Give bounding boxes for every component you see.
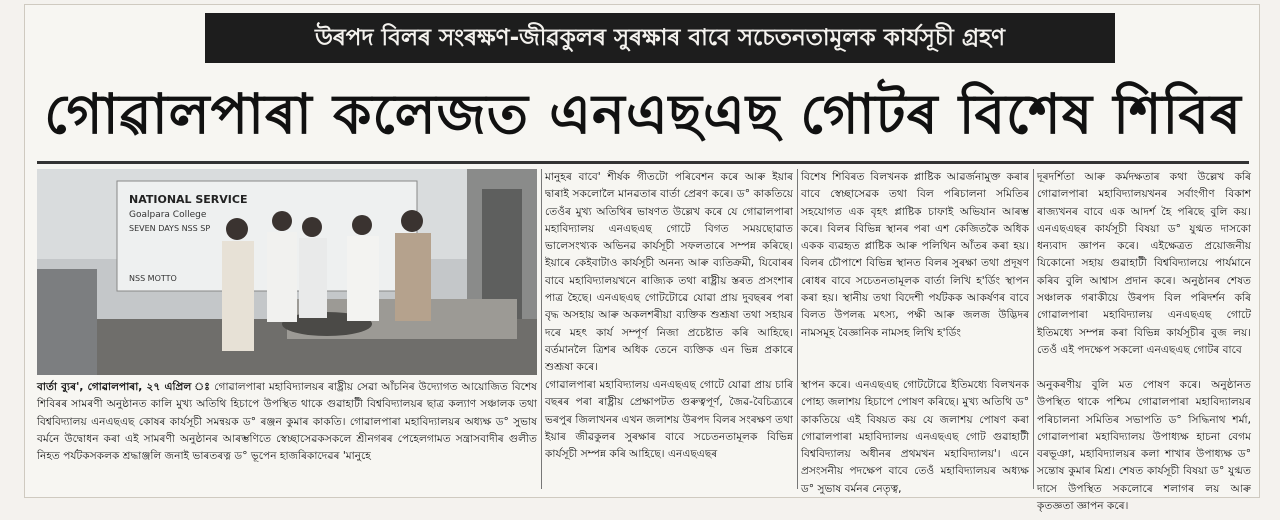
event-photo-image <box>37 169 537 375</box>
column-rule <box>797 169 798 489</box>
article-col3b-text: স্থাপন কৰে। এনএছএছ গোটটোৱে ইতিমধ্যে বিলখনক পোহ্য জলাশয় হিচাপে পোষণ কৰিছে। মুখ্য অতিথি ড° কাকতিয়ে এই বিষয়ত কয় যে জলাশয় পোষণ কৰা গোৱালপাৰা মহাবিদ্যালয় এনএছএছ গোট গুৱাহাটী বিশ্ববিদ্যালয় অধীনৰ প্ৰথমখন মহাবিদ্যালয়'। এনে প্ৰসংসনীয় পদক্ষেপ বাবে তেওঁ মহাবিদ্যালয়ৰ অধ্যক্ষ ড° সুভাষ বৰ্মনৰ নেতৃত্ব, <box>801 379 1029 495</box>
article-column-2-bottom <box>545 377 793 489</box>
article-col2b-text: গোৱালপাৰা মহাবিদ্যালয় এনএছএছ গোটে যোৱা প্ৰায় চাৰি বছৰৰ পৰা ৰাষ্ট্ৰীয় প্ৰেক্ষাপটত গুৰুত্বপূৰ্ণ, জৈৱ-বৈচিত্ৰ্যৰে ভৰপুৰ জিলাখনৰ এখন জলাশয় উৰপদ বিলৰ সংৰক্ষণ তথা ইয়াৰ জীৱকুলৰ সুৰক্ষাৰ বাবে সচেতনতামূলক বিভিন্ন কাৰ্যসূচী সম্পন্ন কৰি আহিছে। এনএছএছৰ <box>545 379 793 461</box>
headline: গোৱালপাৰা কলেজত এনএছএছ গোটৰ বিশেষ শিবিৰ <box>44 82 1242 146</box>
article-col2-text: মানুহৰ বাবে' শীৰ্ষক গীতটো পৰিবেশন কৰে আৰু ইয়াৰ দ্বাৰাই সকলোলৈ মানৱতাৰ বাৰ্তা প্ৰেৰণ কৰে। ড° কাকতিয়ে তেওঁৰ মুখ্য অতিথিৰ ভাষণত উল্লেখ কৰে যে গোৱালপাৰা মহাবিদ্যালয় এনএছএছ গোটে বিগত সময়ছোৱাত ভালেসংখ্যক অভিনৱ কাৰ্যসূচী সফলতাৰে সম্পন্ন কৰিছে। ইয়াৰে কেইবাটাও কাৰ্যসূচী অনন্য আৰু ব্যতিক্ৰমী, যিবোৰৰ বাবে মহাবিদ্যালয়খনে ৰাজ্যিক তথা ৰাষ্ট্ৰীয় স্তৰত প্ৰসংশাৰ পাত্ৰ হৈছে। এনএছএছ গোটটোৱে যোৱা প্ৰায় দুবছৰৰ পৰা বৃদ্ধ অসহায় আৰু অকলশৰীয়া ব্যক্তিক শুশ্ৰূষা তথা সহায়ৰ দৰে মহৎ কাৰ্য সম্পূৰ্ণ নিজা প্ৰচেষ্টাত কৰি আহিছে। বৰ্তমানলৈ ত্ৰিশৰ অধিক তেনে ব্যক্তিক এন ভিন্ন প্ৰকাৰে শুশ্ৰূষা কৰে। <box>545 171 793 374</box>
article-dateline: বাৰ্তা ব্যুৰ', গোৱালপাৰা, ২৭ এপ্ৰিল ঃ <box>37 381 211 393</box>
column-rule <box>541 169 542 489</box>
event-photo <box>37 169 537 375</box>
photo-banner-line1: NATIONAL SERVICE <box>129 193 248 206</box>
photo-banner-line4: NSS MOTTO <box>129 274 177 283</box>
kicker-banner: উৰপদ বিলৰ সংৰক্ষণ-জীৱকুলৰ সুৰক্ষাৰ বাবে সচেতনতামূলক কাৰ্যসূচী গ্ৰহণ <box>205 13 1115 63</box>
article-col4b-text: অনুকৰণীয় বুলি মত পোষণ কৰে। অনুষ্ঠানত উপস্থিত থাকে পশ্চিম গোৱালপাৰা মহাবিদ্যালয়ৰ পৰিচালনা সমিতিৰ সভাপতি ড° সিদ্ধিনাথ শৰ্মা, গোৱালপাৰা মহাবিদ্যালয় উপাধ্যক্ষ হাচনা বেগম বৰভূঞা, মহাবিদ্যালয়ৰ কলা শাখাৰ উপাধ্যক্ষ ড° সন্তোষ কুমাৰ মিশ্ৰ। শেষত কাৰ্যসূচী বিষয়া ড° যুগ্মত দাসে উপস্থিত সকলোৰে শলাগৰ লয় আৰু কৃতজ্ঞতা জ্ঞাপন কৰে। <box>1037 379 1251 513</box>
article-column-1 <box>37 379 537 489</box>
column-rule <box>1033 169 1034 489</box>
article-col1-text: গোৱালপাৰা মহাবিদ্যালয়ৰ ৰাষ্ট্ৰীয় সেৱা আঁচনিৰ উদ্যোগত আয়োজিত বিশেষ শিবিৰৰ সামৰণী অনুষ্ঠানত কালি মুখ্য অতিথি হিচাপে উপস্থিত থাকে গুৱাহাটী বিশ্ববিদ্যালয়ৰ ছাত্ৰ কল্যাণ সঞ্চালক তথা বিশ্ববিদ্যালয় এনএছএছ কোষৰ কাৰ্যসূচী সমন্বয়ক <box>37 381 537 428</box>
newspaper-clipping <box>24 4 1260 513</box>
article-col1b-text: ড° ৰঞ্জন কুমাৰ কাকতি। গোৱালপাৰা মহাবিদ্যালয়ৰ অধ্যক্ষ ড° সুভাষ বৰ্মনে উদ্বোধন কৰা এই সামৰণী অনুষ্ঠানৰ আৰম্ভণিতে স্বেচ্ছাসেৱকসকলে শ্ৰীনগৰৰ পেহেলগামত সন্ত্ৰাসবাদীৰ গুলীত নিহত পৰ্যটকসকলক শ্ৰদ্ধাঞ্জলি জনাই ভাৰতৰত্ন ড° ভূপেন হাজৰিকাদেৱৰ 'মানুহে <box>37 415 537 463</box>
article-column-4-bottom <box>1037 377 1251 513</box>
photo-banner-line2: Goalpara College <box>129 210 207 220</box>
article-col4-text: দূৰদৰ্শিতা আৰু কৰ্মদক্ষতাৰ কথা উল্লেখ কৰি গোৱালপাৰা মহাবিদ্যালয়খনৰ সৰ্বাংগীণ বিকাশ ৰাজ্যখনৰ বাবে এক আদৰ্শ হৈ পৰিছে বুলি কয়। এনএছএছৰ কাৰ্যসূচী বিষয়া ড° যুগ্মত দাসকো ধন্যবাদ জ্ঞাপন কৰে। এইক্ষেত্ৰত প্ৰয়োজনীয় যিকোনো সহায় গুৱাহাটী বিশ্ববিদ্যালয়ে পাৰ্যমানে কৰিব বুলি আশ্বাস প্ৰদান কৰে। অনুষ্ঠানৰ শেষত সঞ্চালক গৰাকীয়ে উৰপদ বিল পৰিদৰ্শন কৰি গোৱালপাৰা মহাবিদ্যালয় এনএছএছ গোটে ইতিমধ্যে সম্পন্ন কৰা বিভিন্ন কাৰ্যসূচীৰ বুজ লয়। তেওঁ এই পদক্ষেপ সকলো এনএছএছ গোটৰ বাবে <box>1037 171 1251 356</box>
headline-rule <box>37 161 1249 164</box>
article-col3-text: বিশেষ শিবিৰত বিলখনক প্লাষ্টিক আৱৰ্জনামুক্ত কৰাৰ বাবে স্বেচ্ছাসেৱক তথা বিল পৰিচালনা সমিতিৰ সহযোগত এক বৃহৎ প্লাষ্টিক চাফাই অভিযান আৰম্ভ কৰে। বিলৰ বিভিন্ন স্থানৰ পৰা এশ কেজিতকৈ অধিক একক ব্যৱহৃত প্লাষ্টিক আৰু পলিথিন আঁতৰ কৰা হয়। বিলৰ চৌপাশে বিভিন্ন স্থানত বিলৰ সুৰক্ষা তথা প্ৰদূষণ ৰোধৰ বাবে সচেতনতামূলক বাৰ্তা লিখি হ'ৰ্ডিং স্থাপন কৰা হয়। স্থানীয় তথা বিদেশী পৰ্যটকক আকৰ্ষণৰ বাবে বিলত উপলব্ধ মৎস্য, পক্ষী আৰু জলজ উদ্ভিদৰ নামসমূহ বৈজ্ঞানিক নামসহ লিখি হ'ৰ্ডিং <box>801 171 1029 339</box>
photo-banner-line3: SEVEN DAYS NSS SP <box>129 224 211 233</box>
article-column-3-bottom <box>801 377 1029 495</box>
